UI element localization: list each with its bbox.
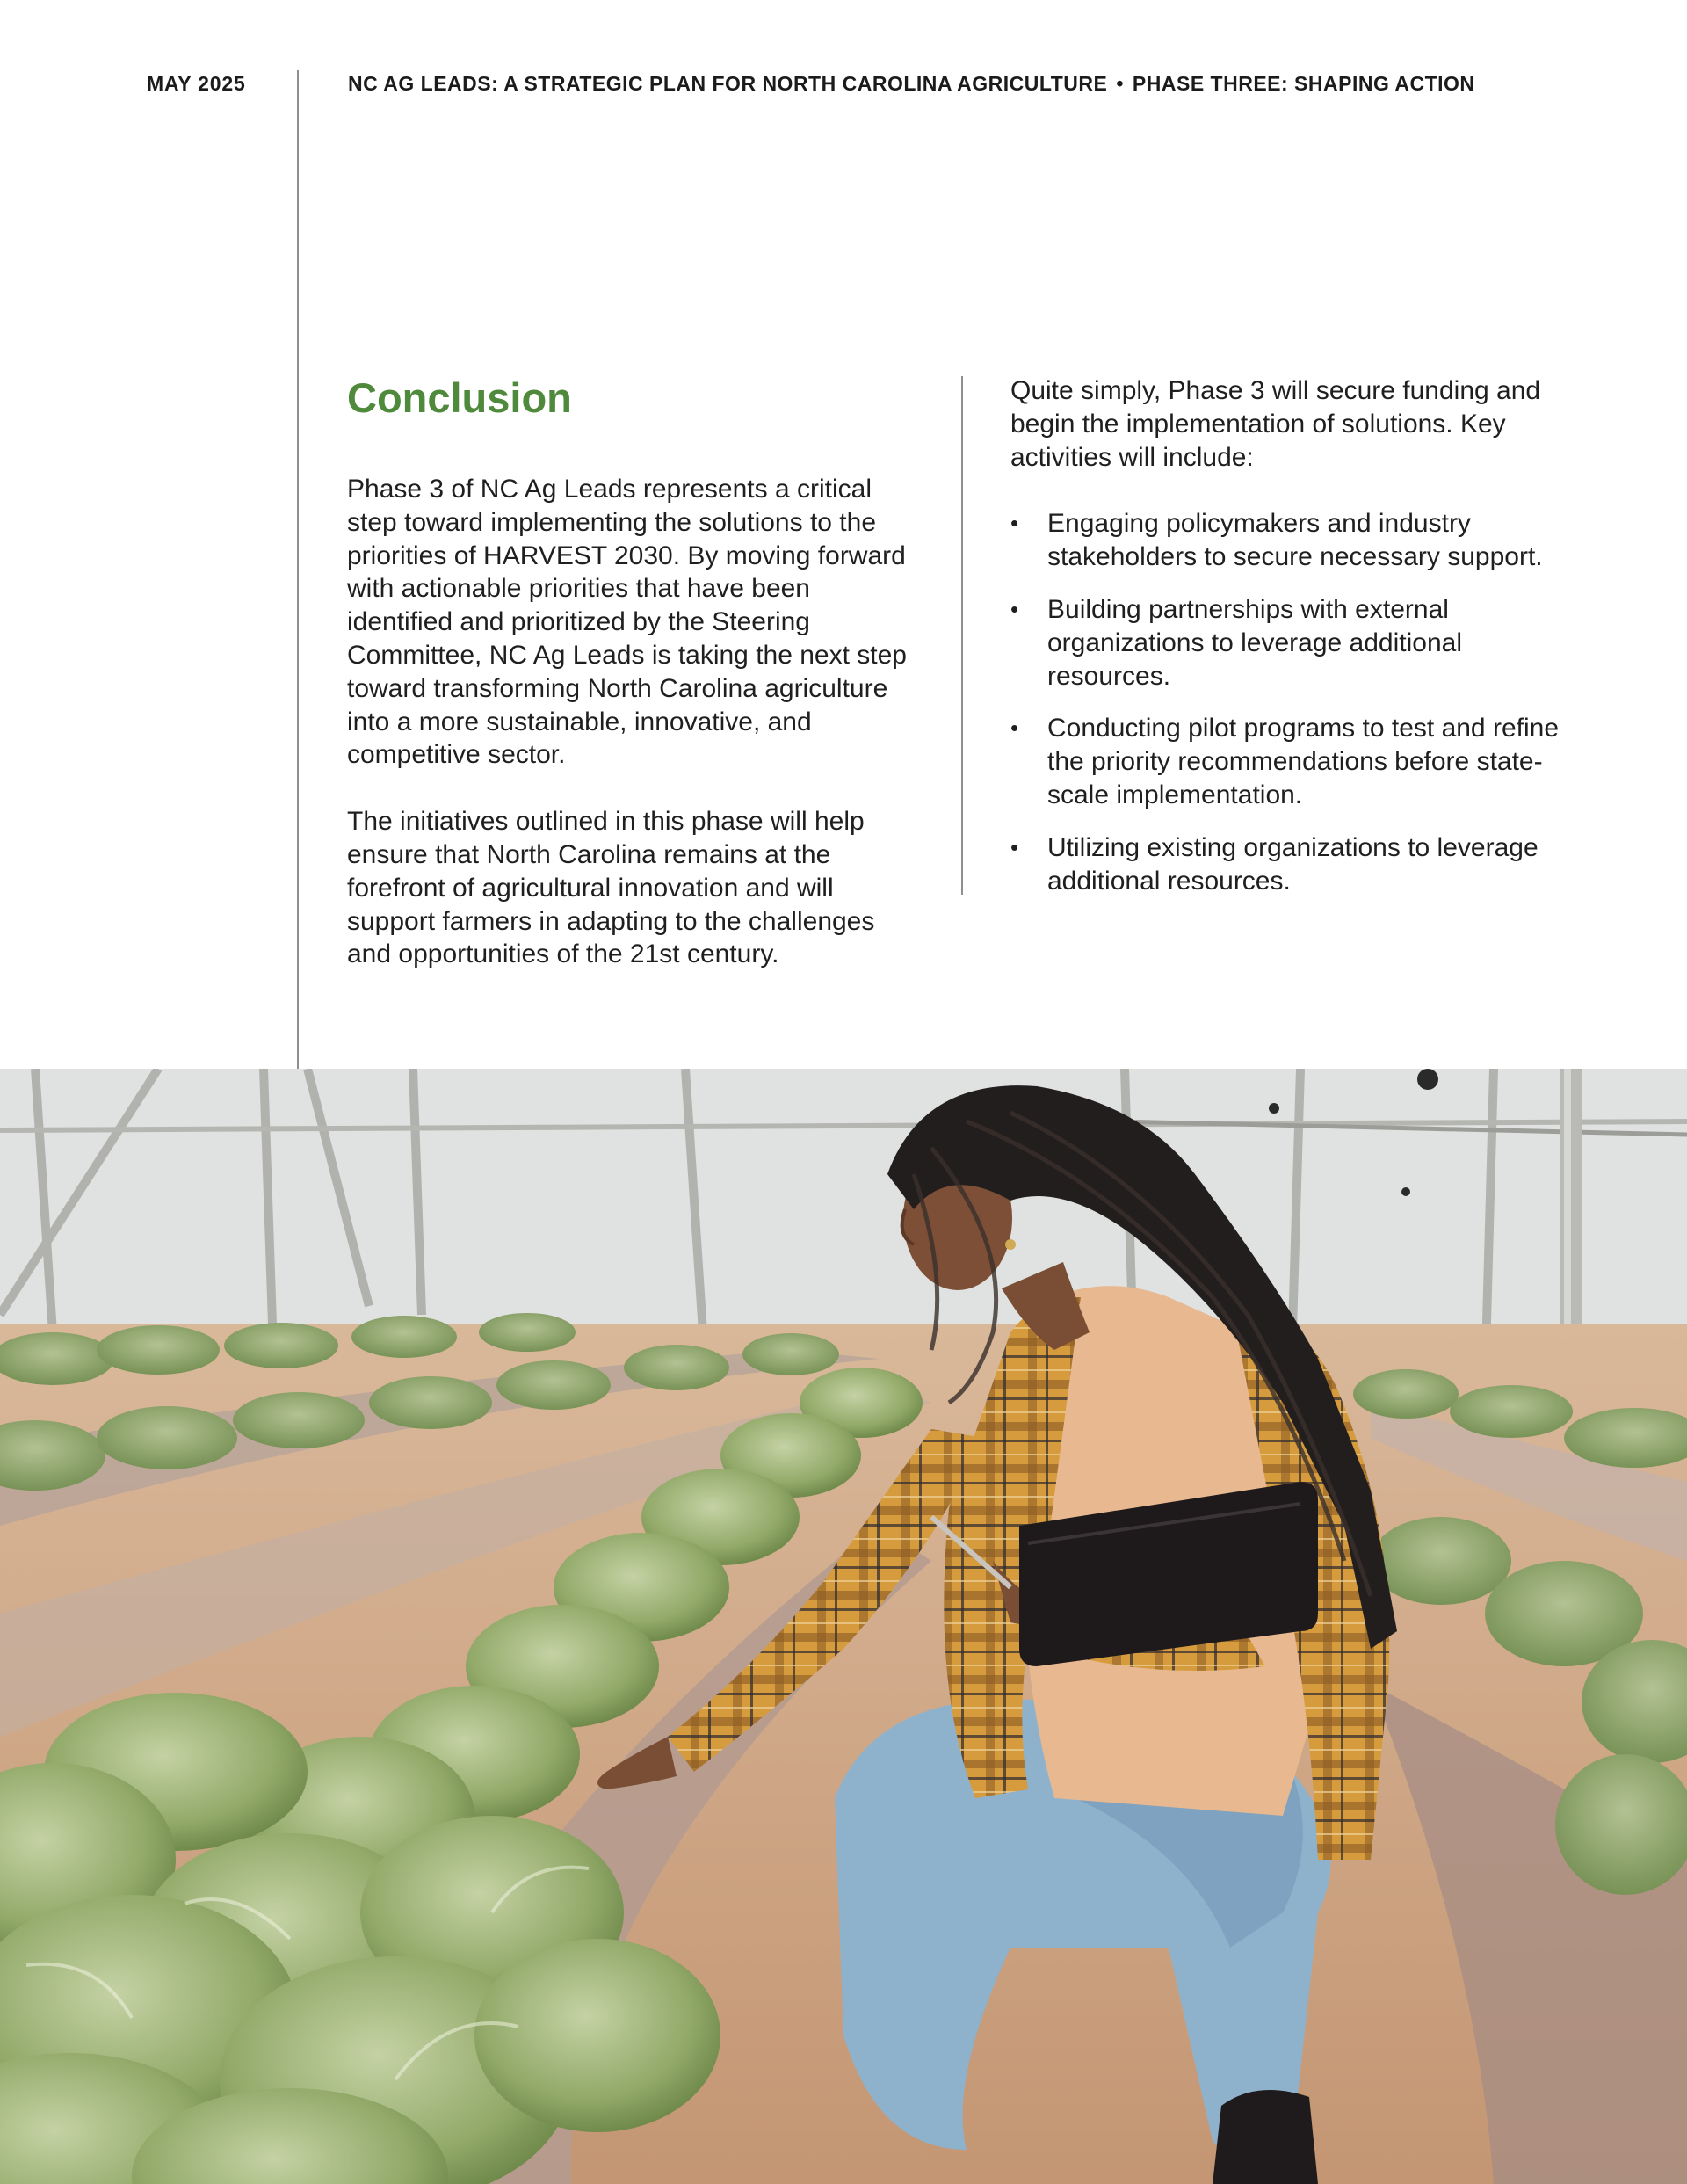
- bullet-icon: •: [1010, 595, 1019, 622]
- left-vertical-rule: [297, 70, 299, 1069]
- activity-text: Engaging policymakers and industry stakeholders to secure necessary support.: [1047, 509, 1543, 572]
- conclusion-paragraph: The initiatives outlined in this phase will help ensure that North Carolina remains at the forefront of agricultural innovation and will support farmers in adapting to the challenges and opportunities of the 21st century.: [347, 807, 875, 969]
- bullet-icon: •: [1010, 833, 1019, 860]
- header-phase: PHASE THREE: SHAPING ACTION: [1132, 72, 1475, 95]
- activity-text: Conducting pilot programs to test and refine the priority recommendations before state-scale implementation.: [1047, 714, 1559, 809]
- conclusion-body: [347, 473, 918, 1005]
- header-title: [348, 72, 1475, 96]
- header-plan-title: NC AG LEADS: A STRATEGIC PLAN FOR NORTH CAROLINA AGRICULTURE: [348, 72, 1108, 95]
- activity-item: [1010, 593, 1573, 693]
- conclusion-paragraph: Phase 3 of NC Ag Leads represents a critical step toward implementing the solutions to the priorities of HARVEST 2030. By moving forward with actionable priorities that have been identified and prioritized by the Steering Committee, NC Ag Leads is taking the next step toward transforming North Carolina agriculture into a more sustainable, innovative, and competitive sector.: [347, 475, 907, 770]
- activities-column: [1010, 374, 1573, 917]
- conclusion-heading: Conclusion: [347, 374, 572, 421]
- activity-text: Building partnerships with external organizations to leverage additional resources.: [1047, 594, 1462, 691]
- header-separator: •: [1116, 72, 1124, 95]
- activity-item: [1010, 712, 1573, 811]
- greenhouse-farmer-photo: [0, 1069, 1687, 2184]
- activity-item: [1010, 831, 1573, 898]
- activities-list: [1010, 507, 1573, 897]
- header-date: MAY 2025: [147, 72, 246, 95]
- activity-item: [1010, 507, 1573, 574]
- column-divider: [961, 376, 963, 895]
- bullet-icon: •: [1010, 715, 1019, 742]
- activity-text: Utilizing existing organizations to leverage additional resources.: [1047, 832, 1539, 896]
- activities-intro: Quite simply, Phase 3 will secure funding and begin the implementation of solutions. Key activities will include:: [1010, 376, 1541, 472]
- bullet-icon: •: [1010, 510, 1019, 537]
